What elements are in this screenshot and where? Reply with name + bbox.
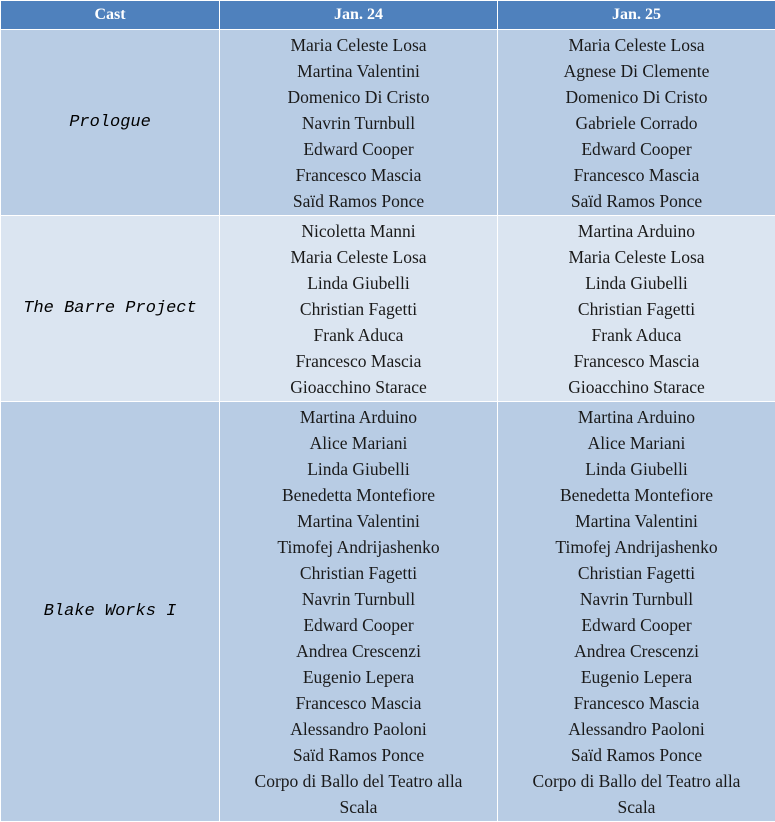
- dancer-name: Christian Fagetti: [498, 296, 775, 322]
- dancer-name: Alessandro Paoloni: [220, 716, 497, 742]
- header-jan-25: Jan. 25: [498, 1, 775, 30]
- dancer-name: Maria Celeste Losa: [498, 32, 775, 58]
- dancer-name: Andrea Crescenzi: [220, 638, 497, 664]
- dancer-name: Linda Giubelli: [220, 456, 497, 482]
- header-row: [1, 1, 775, 30]
- dancer-name: Christian Fagetti: [220, 560, 497, 586]
- cast-list-jan-25: [498, 30, 775, 216]
- dancer-name: Maria Celeste Losa: [498, 244, 775, 270]
- dancer-name: Saïd Ramos Ponce: [498, 188, 775, 214]
- dancer-name: Francesco Mascia: [220, 348, 497, 374]
- dancer-name: Navrin Turnbull: [498, 586, 775, 612]
- cast-list-jan-25: [498, 402, 775, 822]
- section-row-prologue: [1, 30, 775, 216]
- dancer-name: Domenico Di Cristo: [498, 84, 775, 110]
- dancer-name: Gioacchino Starace: [498, 374, 775, 400]
- dancer-name: Francesco Mascia: [220, 690, 497, 716]
- dancer-name: Martina Arduino: [498, 404, 775, 430]
- dancer-name: Francesco Mascia: [220, 162, 497, 188]
- piece-title: Blake Works I: [1, 402, 220, 822]
- dancer-name: Alice Mariani: [498, 430, 775, 456]
- dancer-name: Gioacchino Starace: [220, 374, 497, 400]
- dancer-name: Edward Cooper: [220, 612, 497, 638]
- dancer-name: Christian Fagetti: [498, 560, 775, 586]
- dancer-name: Timofej Andrijashenko: [220, 534, 497, 560]
- dancer-name: Maria Celeste Losa: [220, 244, 497, 270]
- dancer-name: Andrea Crescenzi: [498, 638, 775, 664]
- cast-list-jan-24: [220, 30, 498, 216]
- cast-list-jan-24: [220, 216, 498, 402]
- dancer-name: Saïd Ramos Ponce: [498, 742, 775, 768]
- dancer-name: Martina Valentini: [220, 58, 497, 84]
- dancer-name: Frank Aduca: [498, 322, 775, 348]
- dancer-name: Saïd Ramos Ponce: [220, 742, 497, 768]
- cast-list-jan-25: [498, 216, 775, 402]
- dancer-name: Scala: [498, 794, 775, 820]
- cast-list-jan-24: [220, 402, 498, 822]
- dancer-name: Linda Giubelli: [498, 456, 775, 482]
- header-cast: Cast: [1, 1, 220, 30]
- dancer-name: Benedetta Montefiore: [220, 482, 497, 508]
- dancer-name: Navrin Turnbull: [220, 586, 497, 612]
- dancer-name: Francesco Mascia: [498, 162, 775, 188]
- dancer-name: Saïd Ramos Ponce: [220, 188, 497, 214]
- section-row-blake-works-i: [1, 402, 775, 822]
- dancer-name: Navrin Turnbull: [220, 110, 497, 136]
- dancer-name: Eugenio Lepera: [220, 664, 497, 690]
- dancer-name: Maria Celeste Losa: [220, 32, 497, 58]
- dancer-name: Alice Mariani: [220, 430, 497, 456]
- dancer-name: Eugenio Lepera: [498, 664, 775, 690]
- dancer-name: Martina Valentini: [220, 508, 497, 534]
- dancer-name: Domenico Di Cristo: [220, 84, 497, 110]
- dancer-name: Agnese Di Clemente: [498, 58, 775, 84]
- dancer-name: Corpo di Ballo del Teatro alla: [498, 768, 775, 794]
- dancer-name: Linda Giubelli: [220, 270, 497, 296]
- dancer-name: Alessandro Paoloni: [498, 716, 775, 742]
- section-row-the-barre-project: [1, 216, 775, 402]
- dancer-name: Francesco Mascia: [498, 690, 775, 716]
- dancer-name: Linda Giubelli: [498, 270, 775, 296]
- dancer-name: Benedetta Montefiore: [498, 482, 775, 508]
- dancer-name: Scala: [220, 794, 497, 820]
- dancer-name: Nicoletta Manni: [220, 218, 497, 244]
- dancer-name: Edward Cooper: [498, 612, 775, 638]
- dancer-name: Frank Aduca: [220, 322, 497, 348]
- dancer-name: Martina Arduino: [498, 218, 775, 244]
- dancer-name: Martina Valentini: [498, 508, 775, 534]
- dancer-name: Edward Cooper: [498, 136, 775, 162]
- dancer-name: Edward Cooper: [220, 136, 497, 162]
- dancer-name: Corpo di Ballo del Teatro alla: [220, 768, 497, 794]
- dancer-name: Gabriele Corrado: [498, 110, 775, 136]
- dancer-name: Francesco Mascia: [498, 348, 775, 374]
- piece-title: Prologue: [1, 30, 220, 216]
- piece-title: The Barre Project: [1, 216, 220, 402]
- dancer-name: Christian Fagetti: [220, 296, 497, 322]
- header-jan-24: Jan. 24: [220, 1, 498, 30]
- dancer-name: Timofej Andrijashenko: [498, 534, 775, 560]
- dancer-name: Martina Arduino: [220, 404, 497, 430]
